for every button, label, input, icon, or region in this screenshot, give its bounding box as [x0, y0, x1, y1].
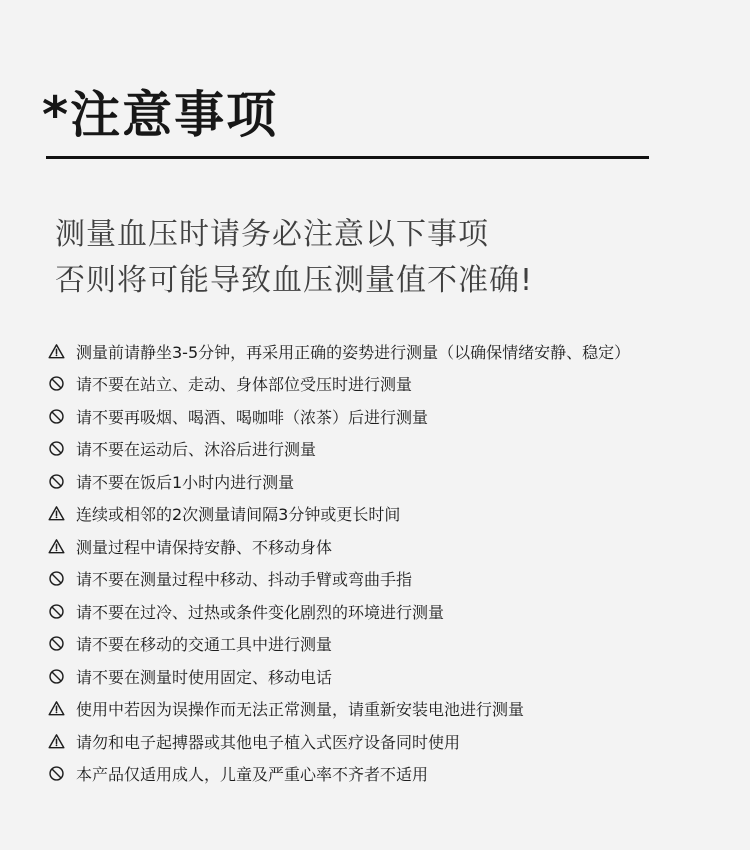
- prohibit-icon: [48, 635, 65, 652]
- prohibit-icon: [48, 570, 65, 587]
- notice-item: [48, 595, 738, 628]
- notice-text: 使用中若因为误操作而无法正常测量，请重新安装电池进行测量: [76, 700, 525, 720]
- notice-item: [48, 498, 738, 531]
- notice-text: 请不要在饭后1小时内进行测量: [76, 472, 295, 492]
- prohibit-icon: [48, 668, 65, 685]
- intro-line-1: 测量血压时请务必注意以下事项: [55, 217, 489, 252]
- prohibit-icon: [48, 765, 65, 782]
- prohibit-icon: [48, 440, 65, 457]
- notice-item: [48, 335, 738, 368]
- page-title: *注意事项: [42, 86, 279, 144]
- prohibit-icon: [48, 375, 65, 392]
- notice-item: [48, 725, 738, 758]
- notice-text: 请不要在测量过程中移动、抖动手臂或弯曲手指: [76, 570, 413, 590]
- warning-icon: [48, 505, 65, 522]
- notice-text: 请勿和电子起搏器或其他电子植入式医疗设备同时使用: [76, 732, 461, 752]
- warning-icon: [48, 343, 65, 360]
- intro-line-2: 否则将可能导致血压测量值不准确!: [55, 263, 534, 298]
- notice-text: 连续或相邻的2次测量请间隔3分钟或更长时间: [76, 505, 401, 525]
- notice-text: 测量前请静坐3-5分钟，再采用正确的姿势进行测量（以确保情绪安静、稳定）: [76, 342, 631, 362]
- notice-item: [48, 693, 738, 726]
- prohibit-icon: [48, 473, 65, 490]
- notice-text: 请不要再吸烟、喝酒、喝咖啡（浓茶）后进行测量: [76, 407, 429, 427]
- notice-text: 请不要在过冷、过热或条件变化剧烈的环境进行测量: [76, 602, 445, 622]
- notice-item: [48, 400, 738, 433]
- notice-item: [48, 628, 738, 661]
- notice-text: 测量过程中请保持安静、不移动身体: [76, 537, 333, 557]
- notice-text: 请不要在站立、走动、身体部位受压时进行测量: [76, 375, 413, 395]
- notice-item: [48, 660, 738, 693]
- prohibit-icon: [48, 408, 65, 425]
- notice-item: [48, 563, 738, 596]
- notice-item: [48, 758, 738, 791]
- notice-list: [48, 335, 738, 790]
- notice-text: 请不要在移动的交通工具中进行测量: [76, 635, 333, 655]
- warning-icon: [48, 538, 65, 555]
- notice-item: [48, 465, 738, 498]
- title-divider: [46, 156, 649, 159]
- notice-text: 本产品仅适用成人，儿童及严重心率不齐者不适用: [76, 765, 429, 785]
- notice-item: [48, 433, 738, 466]
- intro-text: [55, 212, 533, 304]
- notice-item: [48, 530, 738, 563]
- notice-text: 请不要在测量时使用固定、移动电话: [76, 667, 333, 687]
- notice-text: 请不要在运动后、沐浴后进行测量: [76, 440, 317, 460]
- prohibit-icon: [48, 603, 65, 620]
- warning-icon: [48, 700, 65, 717]
- warning-icon: [48, 733, 65, 750]
- notice-item: [48, 368, 738, 401]
